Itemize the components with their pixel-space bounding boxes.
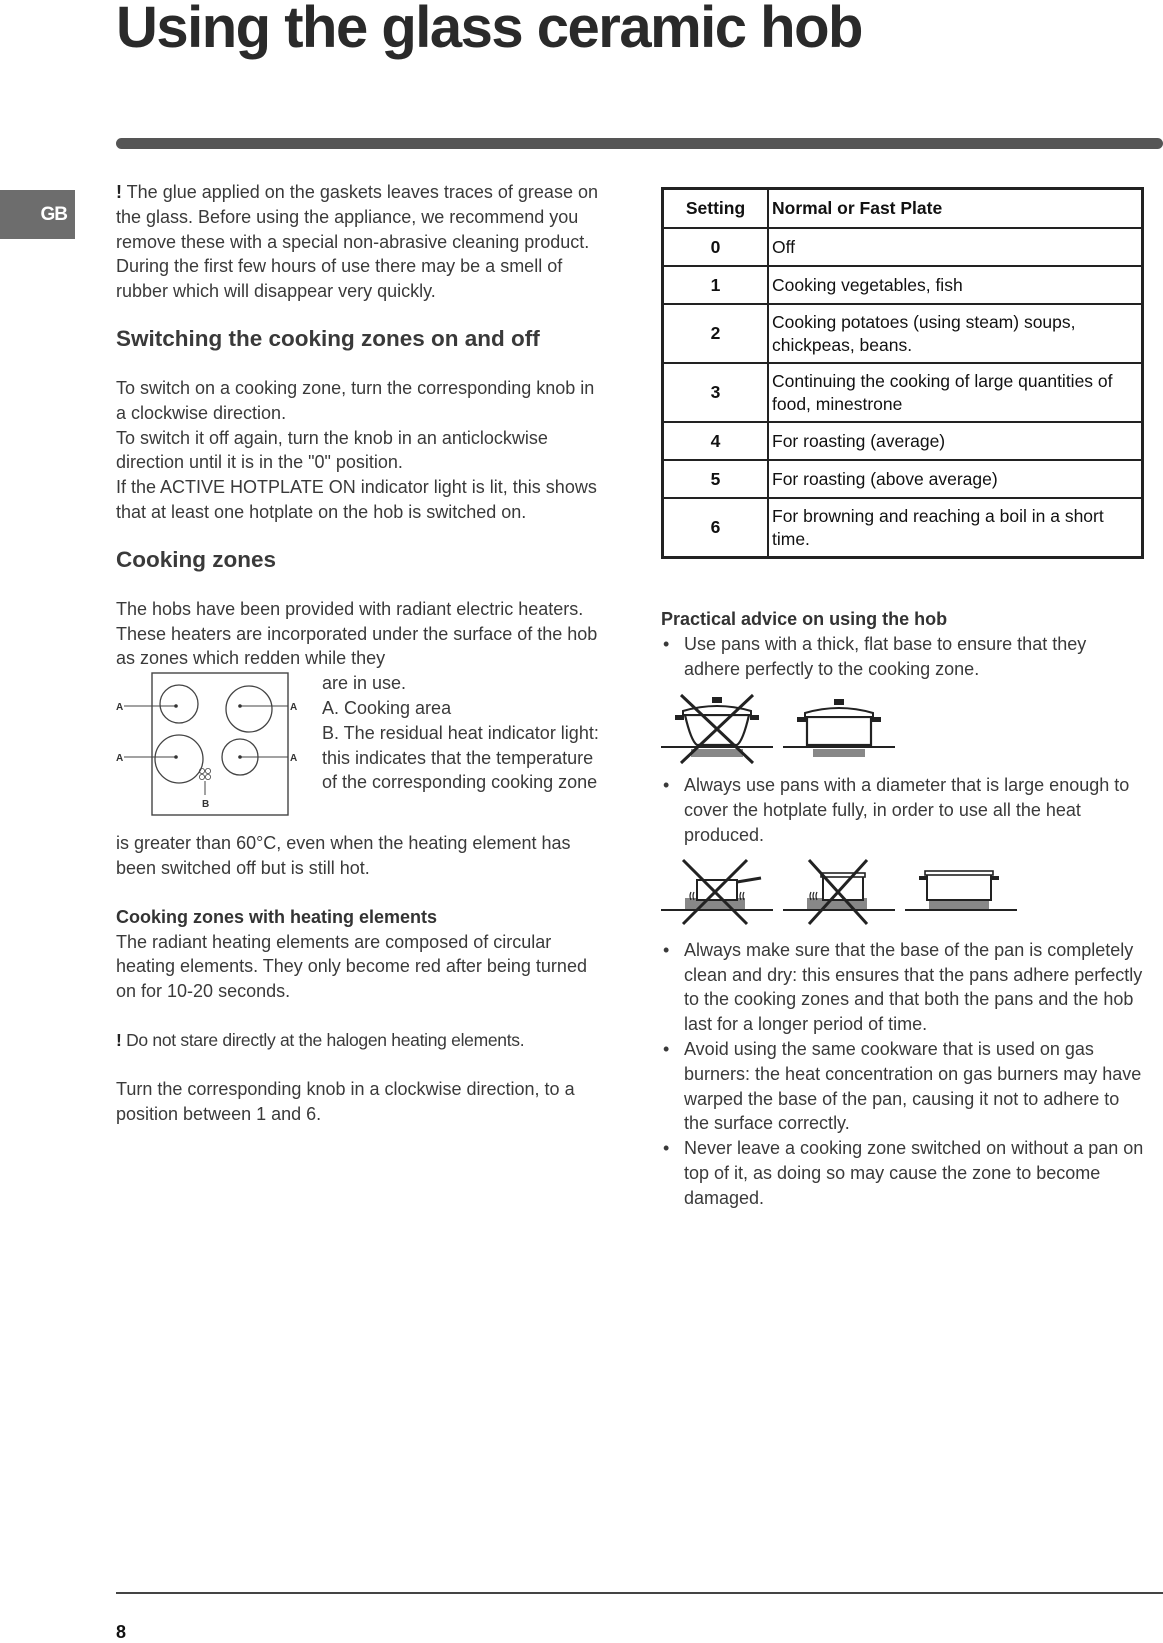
pan-small-covered-icon — [783, 858, 895, 928]
advice-heading: Practical advice on using the hob — [661, 609, 948, 629]
table-row — [663, 498, 1143, 558]
wrong-pan-icon — [661, 691, 773, 767]
setting-description: Cooking potatoes (using steam) soups, chickpeas, beans. — [768, 304, 1143, 363]
page-title: Using the glass ceramic hob — [116, 0, 862, 60]
settings-table — [661, 187, 1144, 559]
intro-paragraph — [116, 180, 601, 304]
heating-text: The radiant heating elements are composed of circular heating elements. They only become red after being turned on for 10-20 seconds. — [116, 931, 587, 1002]
correct-pan-icon — [783, 691, 895, 767]
title-divider — [116, 138, 1163, 149]
setting-number: 4 — [663, 422, 769, 460]
setting-description: Continuing the cooking of large quantities of food, minestrone — [768, 363, 1143, 422]
zones-p1: The hobs have been provided with radiant electric heaters. These heaters are incorporated under the surface of the hob as zones which redden while they — [116, 598, 598, 669]
label-a-top-left: A — [116, 702, 124, 714]
setting-number: 6 — [663, 498, 769, 558]
table-row — [663, 228, 1143, 266]
setting-number: 2 — [663, 304, 769, 363]
zones-figure-block — [116, 671, 601, 831]
page-number: 8 — [116, 1622, 127, 1642]
warning-mark: ! — [116, 1029, 122, 1050]
pan-illustration-row-1 — [661, 687, 1146, 767]
intro-text: The glue applied on the gaskets leaves traces of grease on the glass. Before using the appliance, we recommend you remove these with a special non-abrasive cleaning product. During the first few hours of use there may be a smell of rubber which will disappear very quickly. — [116, 182, 598, 302]
pan-illustration-row-2 — [661, 854, 1146, 928]
label-a-bottom-left: A — [116, 753, 124, 765]
settings-col-setting: Setting — [663, 189, 769, 229]
settings-col-plate: Normal or Fast Plate — [768, 189, 1143, 229]
setting-number: 1 — [663, 266, 769, 304]
advice-list — [661, 773, 1146, 847]
zones-item-b: B. The residual heat indicator light: this indicates that the temperature of the corresponding cooking zone — [322, 722, 599, 793]
list-item: • Always use pans with a diameter that is large enough to cover the hotplate fully, in order to use all the heat produced. — [661, 773, 1146, 847]
advice-list — [661, 938, 1146, 1211]
zones-item-a: A. Cooking area — [322, 697, 452, 718]
pan-too-small-icon — [661, 858, 773, 928]
zones-p2: is greater than 60°C, even when the heating element has been switched off but is still hot. — [116, 833, 571, 878]
list-item: • Always make sure that the base of the pan is completely clean and dry: this ensures that the pans adhere perfectly to the cooking zones and that both the pans and the hob last for a longer period of time. — [661, 938, 1146, 1037]
setting-number: 0 — [663, 228, 769, 266]
halogen-warning-text: Do not stare directly at the halogen heating elements. — [121, 1029, 525, 1050]
footer-divider — [116, 1592, 1163, 1594]
right-column — [661, 187, 1146, 1211]
setting-description: For roasting (average) — [768, 422, 1143, 460]
setting-number: 3 — [663, 363, 769, 422]
table-row — [663, 266, 1143, 304]
turn-knob-text: Turn the corresponding knob in a clockwise direction, to a position between 1 and 6. — [116, 1078, 575, 1124]
switching-p3: If the ACTIVE HOTPLATE ON indicator light is lit, this shows that at least one hotplate on the hob is switched on. — [116, 477, 597, 522]
switching-p1: To switch on a cooking zone, turn the corresponding knob in a clockwise direction. — [116, 377, 595, 423]
zones-p1-continued: are in use. — [322, 673, 407, 694]
left-column — [116, 180, 601, 1126]
list-item: • Never leave a cooking zone switched on without a pan on top of it, as doing so may cause the zone to become damaged. — [661, 1136, 1146, 1210]
language-tab: GB — [0, 190, 75, 239]
setting-description: For browning and reaching a boil in a short time. — [768, 498, 1143, 558]
advice-list — [661, 632, 1146, 682]
warning-mark: ! — [116, 182, 122, 202]
zones-legend — [322, 671, 602, 795]
table-row — [663, 460, 1143, 498]
setting-description: Cooking vegetables, fish — [768, 266, 1143, 304]
label-b: B — [202, 799, 210, 811]
setting-description: For roasting (above average) — [768, 460, 1143, 498]
label-a-bottom-right: A — [290, 753, 298, 765]
list-item: • Avoid using the same cookware that is used on gas burners: the heat concentration on gas burners may have warped the base of the pan, causing it not to adhere to the surface correctly. — [661, 1037, 1146, 1136]
switching-p2: To switch it off again, turn the knob in an anticlockwise direction until it is in the "0" position. — [116, 427, 548, 473]
pan-correct-size-icon — [905, 858, 1017, 928]
list-item: • Use pans with a thick, flat base to ensure that they adhere perfectly to the cooking zone. — [661, 632, 1146, 682]
label-a-top-right: A — [290, 702, 298, 714]
halogen-warning — [116, 1028, 601, 1053]
setting-description: Off — [768, 228, 1143, 266]
table-row — [663, 363, 1143, 422]
heating-heading: Cooking zones with heating elements — [116, 906, 438, 927]
setting-number: 5 — [663, 460, 769, 498]
settings-header-row — [663, 189, 1143, 229]
table-row — [663, 304, 1143, 363]
zones-heading: Cooking zones — [116, 546, 277, 572]
table-row — [663, 422, 1143, 460]
switching-heading: Switching the cooking zones on and off — [116, 325, 540, 351]
hob-diagram — [116, 671, 306, 821]
